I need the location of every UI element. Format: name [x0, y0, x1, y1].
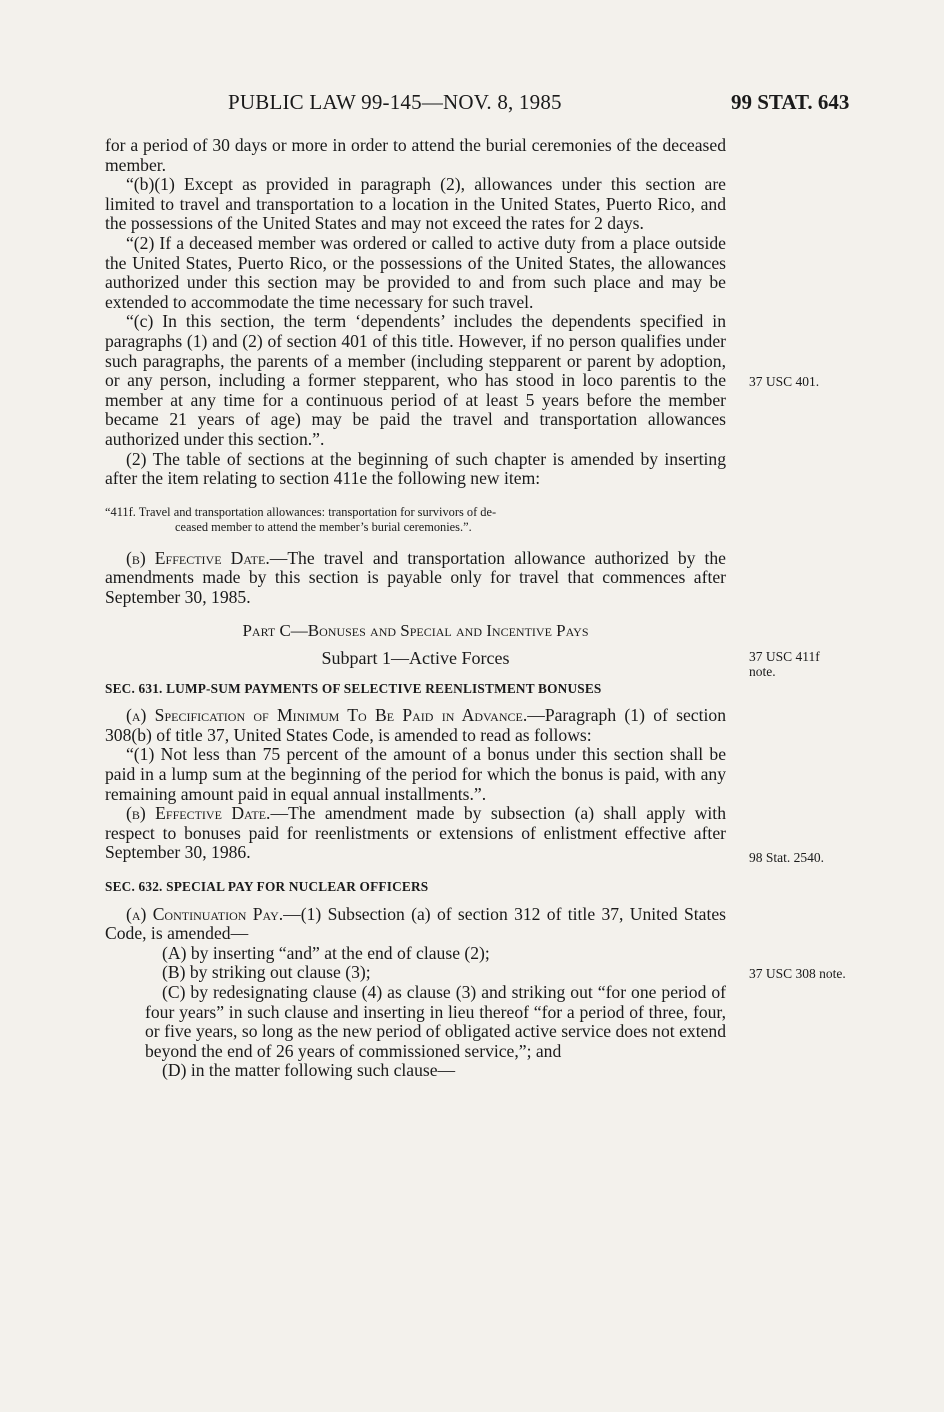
paragraph: (2) The table of sections at the beginning of such chapter is amended by inserting after the item relating to section 411e the following new item: — [105, 448, 726, 489]
subsection-label: (b) Effective Date. — [126, 547, 270, 568]
item-line-2: ceased member to attend the member’s burial ceremonies.”. — [175, 519, 472, 534]
margin-note-line: 37 USC 411f — [749, 649, 820, 664]
paragraph: “(c) In this section, the term ‘dependents’ includes the dependents specified in paragraphs (1) and (2) of section 401 of this title. However, if no person qualifies under such paragraphs, the parents of a member (including stepparent or parent by adoption, or any person, including a former stepparent, who has stood in loco parentis to the member at any time for a continuous period of at least 5 years before the member became 21 years of age) may be paid the travel and transportation allowances authorized under this section.”. — [105, 311, 726, 449]
paragraph — [105, 804, 726, 863]
paragraph — [105, 905, 726, 944]
paragraph-text: —The amendment made by subsection (a) shall apply with respect to bonuses paid for reenlistments or extensions of enlistment effective after September 30, 1986. — [105, 803, 726, 863]
page-header-stat-ref: 99 STAT. 643 — [731, 90, 850, 114]
margin-note — [749, 649, 929, 679]
section-heading: SEC. 631. LUMP-SUM PAYMENTS OF SELECTIVE REENLISTMENT BONUSES — [105, 680, 602, 696]
margin-note: 98 Stat. 2540. — [749, 850, 825, 865]
paragraph — [105, 706, 726, 745]
clause: (B) by striking out clause (3); — [162, 962, 371, 983]
margin-note: 37 USC 308 note. — [749, 966, 846, 981]
paragraph: “(2) If a deceased member was ordered or called to active duty from a place outside the United States, Puerto Rico, or the possessions of the United States, the allowances authorized under this section may be provided to and from such place and may be extended to accommodate the time necessary for such travel. — [105, 232, 726, 312]
part-heading: Part C—Bonuses and Special and Incentive Pays — [242, 621, 589, 641]
paragraph: “(b)(1) Except as provided in paragraph (2), allowances under this section are limited to travel and transportation to a location in the United States, Puerto Rico, and the possessions of the United States and may not exceed the rates for 2 days. — [105, 174, 726, 234]
subpart-heading: Subpart 1—Active Forces — [321, 648, 510, 669]
item-line-1: “411f. Travel and transportation allowances: transportation for survivors of de- — [105, 504, 497, 519]
paragraph-text: —The travel and transportation allowance authorized by the amendments made by this section is payable only for travel that commences after September 30, 1985. — [105, 547, 726, 607]
margin-note: 37 USC 401. — [749, 374, 820, 389]
paragraph: “(1) Not less than 75 percent of the amount of a bonus under this section shall be paid in a lump sum at the beginning of the period for which the bonus is paid, with any remaining amount paid in equal annual installments.”. — [105, 744, 726, 804]
paragraph: for a period of 30 days or more in order to attend the burial ceremonies of the deceased member. — [105, 135, 726, 175]
clause: (C) by redesignating clause (4) as clause (3) and striking out “for one period of four years” in such clause and inserting in lieu thereof “for a period of three, four, or five years, so long as the new period of obligated active service does not extend beyond the end of 26 years of commissioned service,”; and — [145, 981, 726, 1061]
document-body — [105, 136, 726, 1081]
margin-note-line: note. — [749, 664, 776, 679]
page-header-title: PUBLIC LAW 99-145—NOV. 8, 1985 — [228, 90, 562, 114]
paragraph-text: —(1) Subsection (a) of section 312 of title 37, United States Code, is amended— — [105, 903, 726, 944]
table-of-sections-item — [105, 505, 726, 535]
section-heading: SEC. 632. SPECIAL PAY FOR NUCLEAR OFFICERS — [105, 879, 429, 894]
clause: (A) by inserting “and” at the end of clause (2); — [162, 942, 490, 963]
clause: (D) in the matter following such clause— — [162, 1060, 456, 1081]
paragraph-text: —Paragraph (1) of section 308(b) of title 37, United States Code, is amended to read as follows: — [105, 705, 726, 745]
subsection-label: (a) Continuation Pay. — [126, 903, 284, 924]
subsection-label: (b) Effective Date. — [126, 803, 271, 824]
paragraph — [105, 549, 726, 608]
subsection-label: (a) Specification of Minimum To Be Paid in Advance. — [126, 705, 528, 726]
